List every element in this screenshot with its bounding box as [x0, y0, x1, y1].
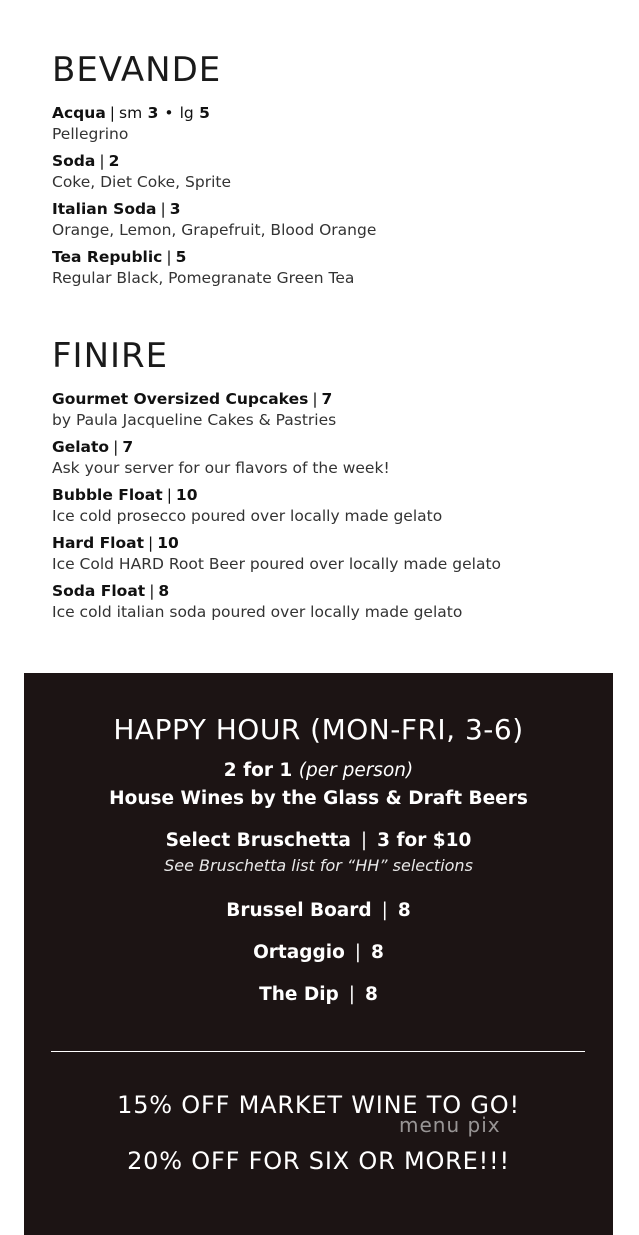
bullet-separator: • — [164, 104, 174, 122]
item-price: 3 — [169, 200, 181, 218]
item-price: 8 — [371, 942, 384, 963]
item-price: 7 — [321, 390, 333, 408]
item-price: 8 — [397, 900, 411, 921]
menu-item-hard-float — [52, 533, 612, 575]
hh-item-the-dip — [24, 981, 613, 1009]
item-name: Soda Float — [52, 582, 146, 600]
item-price: 3 for $10 — [377, 830, 472, 851]
size-label-large: lg — [179, 104, 194, 122]
separator: | — [312, 390, 318, 408]
item-price: 10 — [157, 534, 179, 552]
separator: | — [354, 942, 362, 963]
per-person-note: (per person) — [298, 760, 414, 781]
item-name: Tea Republic — [52, 248, 163, 266]
menu-item-bubble-float — [52, 485, 612, 527]
price-small: 3 — [147, 104, 159, 122]
item-name: Select Bruschetta — [165, 830, 351, 851]
promo-six-or-more: 20% OFF FOR SIX OR MORE!!! — [127, 1147, 510, 1175]
item-name: Acqua — [52, 104, 106, 122]
separator: | — [148, 534, 154, 552]
item-price: 8 — [158, 582, 170, 600]
menu-item-soda-float — [52, 581, 612, 623]
two-for-one-line — [24, 757, 613, 785]
item-heading — [52, 247, 612, 268]
divider — [51, 1051, 585, 1052]
bruschetta-line — [24, 827, 613, 855]
item-description: Ice Cold HARD Root Beer poured over locally made gelato — [52, 555, 502, 573]
item-name: Bubble Float — [52, 486, 163, 504]
item-description: Pellegrino — [52, 125, 129, 143]
item-heading — [52, 151, 612, 172]
happy-hour-panel — [24, 673, 613, 1235]
item-description: Regular Black, Pomegranate Green Tea — [52, 269, 355, 287]
item-price: 7 — [122, 438, 134, 456]
item-heading — [52, 485, 612, 506]
separator: | — [113, 438, 119, 456]
menu-item-cupcakes — [52, 389, 612, 431]
separator: | — [160, 200, 166, 218]
separator: | — [381, 900, 388, 921]
two-for-one-label: 2 for 1 — [223, 760, 293, 781]
separator: | — [99, 152, 105, 170]
item-name: Brussel Board — [226, 900, 372, 921]
bruschetta-note: See Bruschetta list for “HH” selections — [164, 856, 473, 875]
item-heading — [52, 103, 612, 124]
house-wines-line: House Wines by the Glass & Draft Beers — [109, 788, 528, 809]
size-label-small: sm — [119, 104, 143, 122]
item-name: Soda — [52, 152, 96, 170]
finire-section — [52, 336, 612, 629]
item-price: 10 — [175, 486, 198, 504]
item-price: 5 — [175, 248, 187, 266]
item-name: Hard Float — [52, 534, 144, 552]
item-name: Gelato — [52, 438, 110, 456]
separator: | — [166, 486, 172, 504]
menu-item-italian-soda — [52, 199, 612, 241]
item-name: Italian Soda — [52, 200, 157, 218]
separator: | — [360, 830, 368, 851]
item-heading — [52, 437, 612, 458]
item-heading — [52, 533, 612, 554]
item-name: The Dip — [259, 984, 339, 1005]
menu-item-acqua — [52, 103, 612, 145]
item-name: Gourmet Oversized Cupcakes — [52, 390, 309, 408]
item-heading — [52, 389, 612, 410]
separator: | — [348, 984, 356, 1005]
item-name: Ortaggio — [253, 942, 345, 963]
price-large: 5 — [199, 104, 210, 122]
watermark: menu pix — [399, 1113, 501, 1137]
separator: | — [109, 104, 116, 122]
promo-wine-to-go: 15% OFF MARKET WINE TO GO! — [117, 1091, 520, 1119]
hh-item-ortaggio — [24, 939, 613, 967]
hh-item-brussel-board — [24, 897, 613, 925]
item-heading — [52, 199, 612, 220]
section-title-finire: FINIRE — [52, 336, 169, 376]
separator: | — [166, 248, 172, 266]
item-description: Ice cold prosecco poured over locally made gelato — [52, 507, 443, 525]
menu-item-soda — [52, 151, 612, 193]
item-description: Ice cold italian soda poured over locally made gelato — [52, 603, 463, 621]
menu-item-tea-republic — [52, 247, 612, 289]
item-heading — [52, 581, 612, 602]
item-description: Ask your server for our flavors of the week! — [52, 459, 390, 477]
item-price: 2 — [108, 152, 120, 170]
menu-item-gelato — [52, 437, 612, 479]
item-description: Orange, Lemon, Grapefruit, Blood Orange — [52, 221, 377, 239]
item-description: by Paula Jacqueline Cakes & Pastries — [52, 411, 337, 429]
happy-hour-title: HAPPY HOUR (MON-FRI, 3-6) — [113, 713, 524, 746]
item-description: Coke, Diet Coke, Sprite — [52, 173, 231, 191]
bevande-section — [52, 50, 612, 295]
section-title-bevande: BEVANDE — [52, 50, 222, 90]
item-price: 8 — [365, 984, 378, 1005]
separator: | — [149, 582, 155, 600]
